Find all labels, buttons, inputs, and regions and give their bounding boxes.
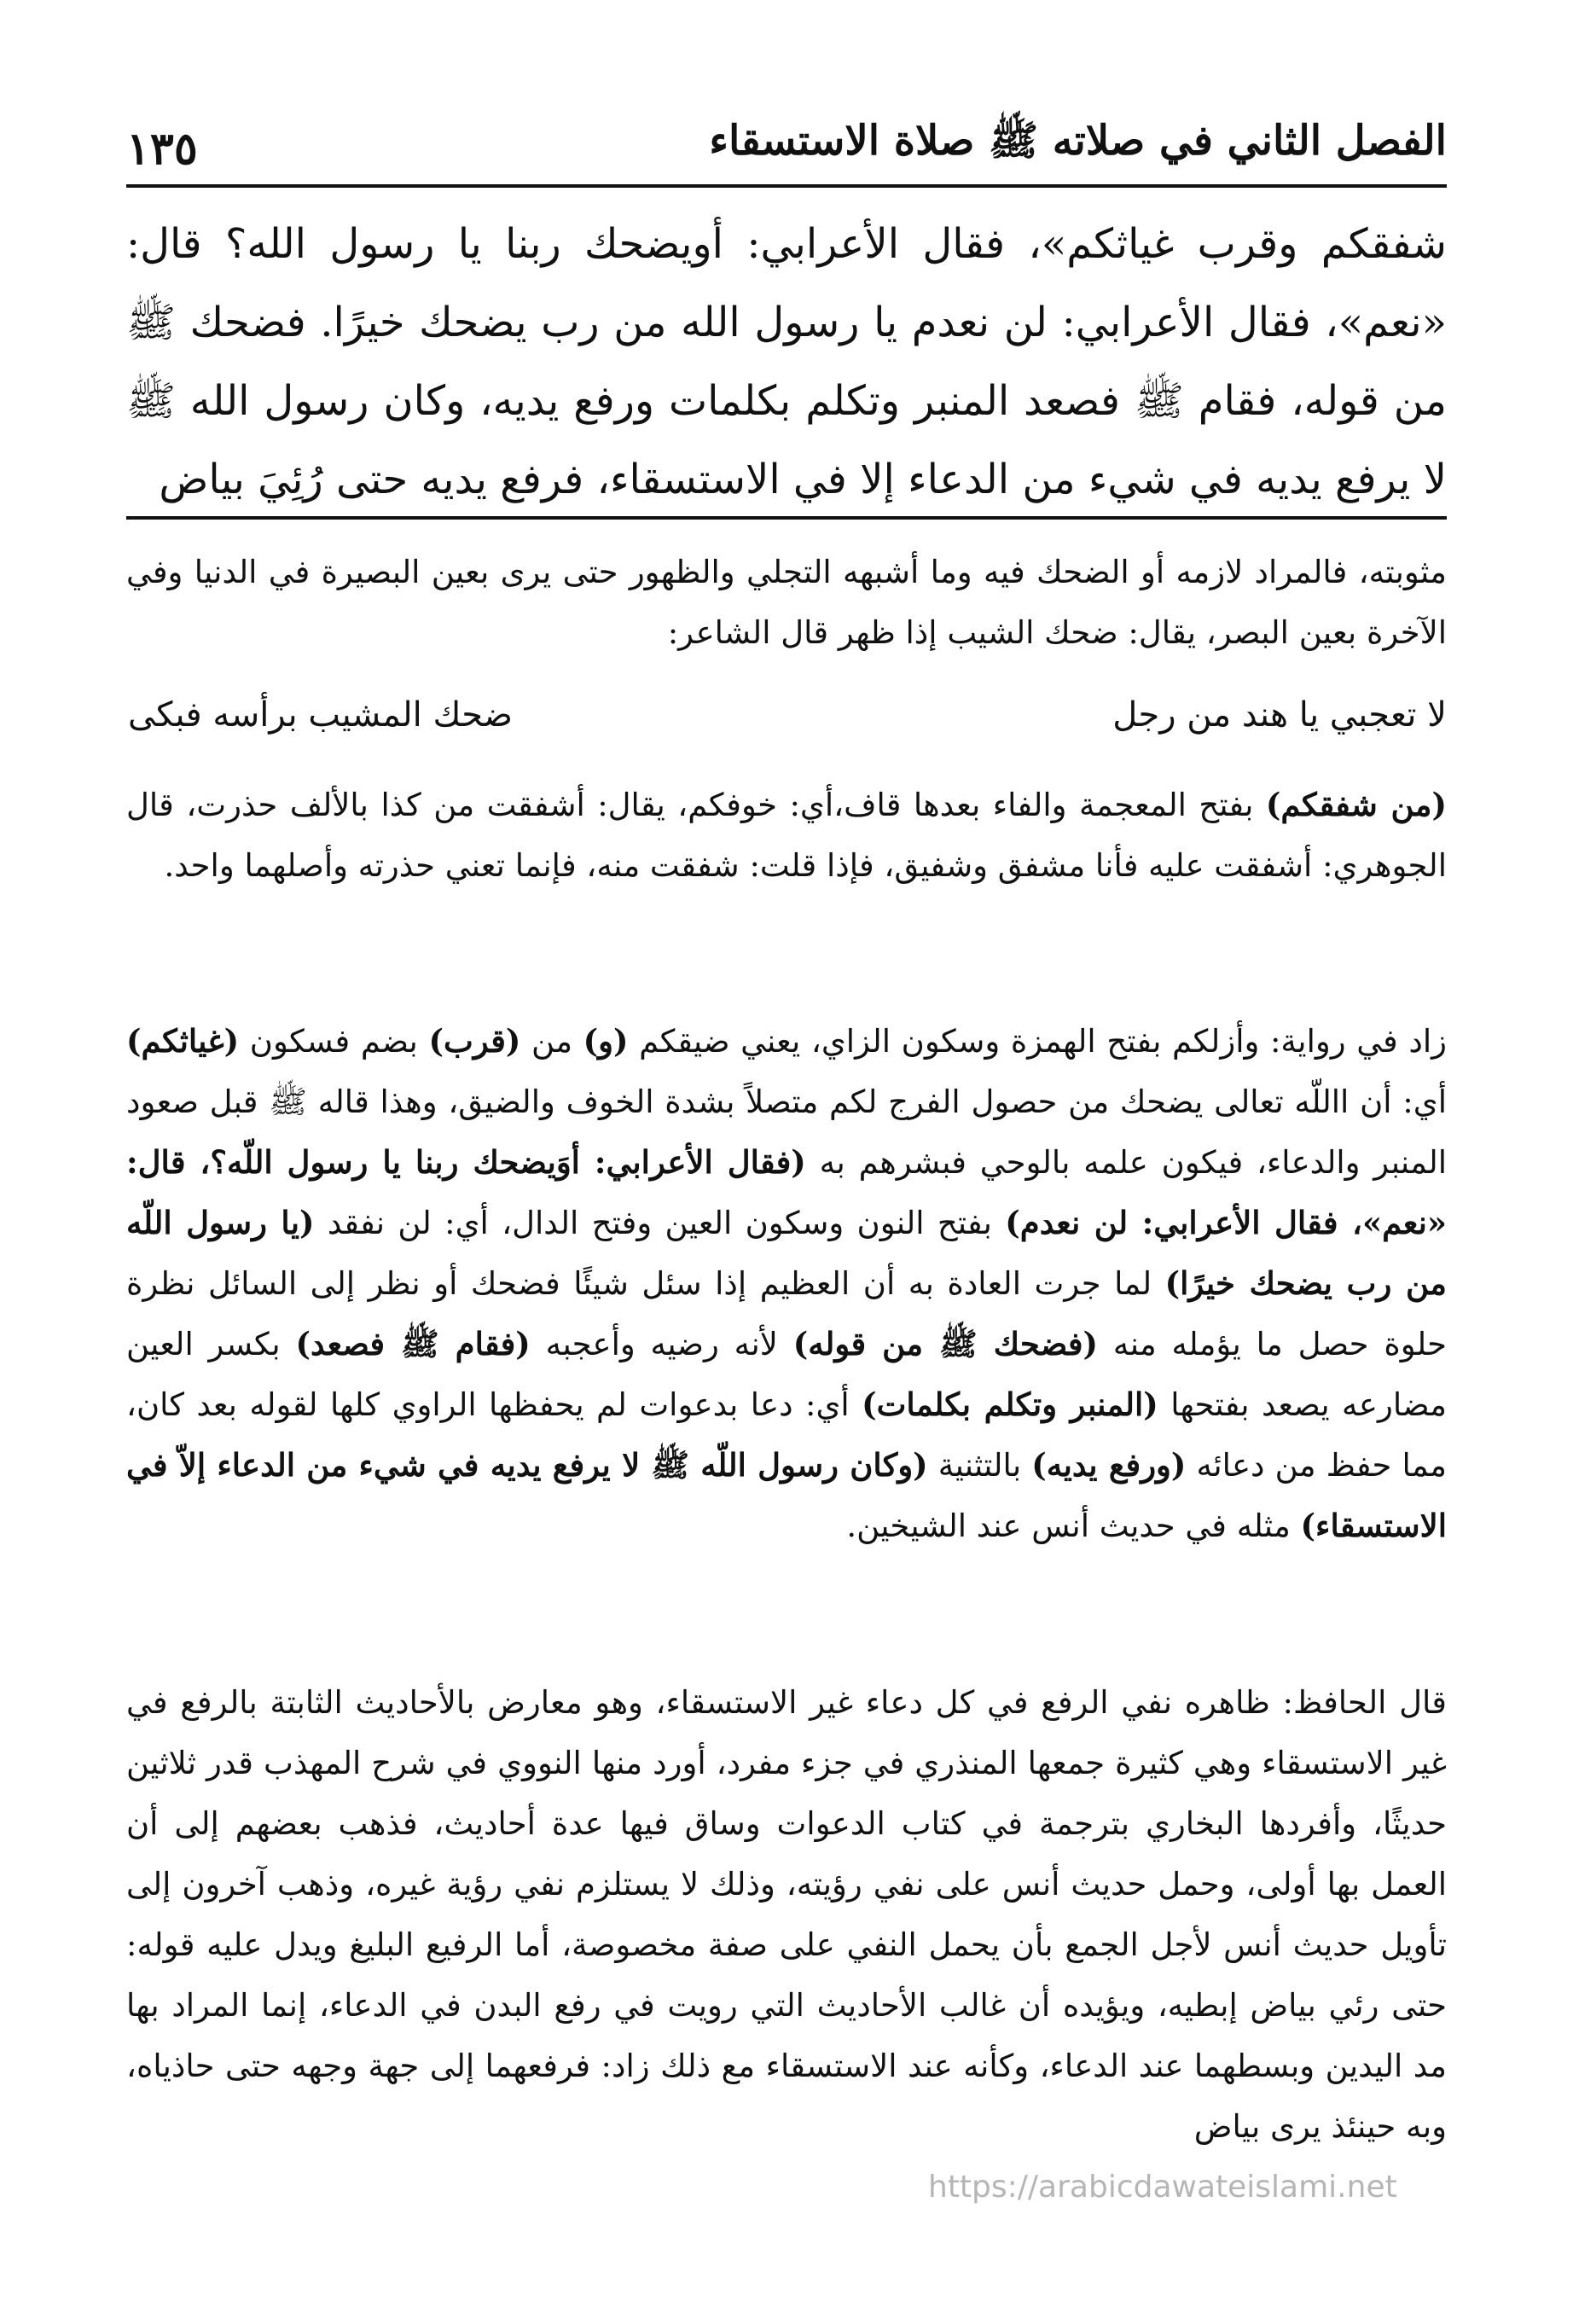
- commentary-text: بكسر العين مضارعه يصعد بفتحها: [126, 1326, 1448, 1423]
- commentary-text: لما جرت العادة به أن العظيم إذا سئل شيئًا فضحك أو نظر إلى السائل نظرة حلوة حصل ما يؤمله منه: [126, 1265, 1447, 1362]
- commentary-text: بالتثنية: [927, 1447, 1032, 1484]
- quoted-phrase: (غياثكم): [126, 1022, 240, 1060]
- page-number: ١٣٥: [126, 123, 198, 175]
- header-divider: [126, 184, 1447, 188]
- quoted-phrase: (قرب): [428, 1022, 521, 1060]
- quoted-phrase: (المنبر وتكلم بكلمات): [862, 1386, 1158, 1423]
- quoted-phrase: (فقال الأعرابي: أوَيضحك ربنا يا رسول اللّه؟، قال: «نعم»، فقال الأعرابي: لن نعدم): [126, 1143, 1448, 1241]
- commentary-text: زاد في رواية: وأزلكم بفتح الهمزة وسكون الزاي، يعني ضيقكم: [628, 1023, 1447, 1060]
- commentary-text: لأنه رضيه وأعجبه: [530, 1326, 793, 1362]
- quoted-phrase: (فضحك ﷺ من قوله): [792, 1325, 1099, 1362]
- quoted-phrase: (ورفع يديه): [1031, 1446, 1187, 1484]
- commentary-paragraph-1: مثوبته، فالمراد لازمه أو الضحك فيه وما أشبهه التجلي والظهور حتى يرى بعين البصيرة في الدنيا وفي الآخرة بعين البصر، يقال: ضحك الشيب إذا ظهر قال الشاعر:: [126, 554, 1447, 651]
- chapter-title: الفصل الثاني في صلاته ﷺ صلاة الاستسقاء: [709, 117, 1447, 165]
- commentary-text: بفتح المعجمة والفاء بعدها قاف،أي: خوفكم، يقال: أشفقت من كذا بالألف حذرت، قال الجوهري: أشفقت عليه فأنا مشفق وشفيق، فإذا قلت: شفقت منه، فإنما تعني حذرته وأصلهما واحد.: [126, 787, 1447, 884]
- running-header: [126, 107, 1447, 175]
- commentary-text: مثله في حديث أنس عند الشيخين.: [846, 1508, 1301, 1544]
- commentary-text: من: [520, 1023, 583, 1060]
- commentary-text: أي: دعا بدعوات لم يحفظها الراوي كلها لقوله بعد كان، مما حفظ من دعائه: [126, 1386, 1447, 1484]
- commentary-text: بضم فسكون: [239, 1023, 429, 1060]
- poem-verse: [128, 695, 1447, 735]
- watermark-url: https://arabicdawateislami.net: [928, 2170, 1397, 2205]
- quoted-phrase: (فقام ﷺ فصعد): [295, 1325, 531, 1362]
- poem-hemistich-2: ضحك المشيب برأسه فبكى: [128, 695, 513, 735]
- commentary-paragraph-4: قال الحافظ: ظاهره نفي الرفع في كل دعاء غير الاستسقاء، وهو معارض بالأحاديث الثابتة بالرفع في غير الاستسقاء وهي كثيرة جمعها المنذري في جزء مفرد، أورد منها النووي في شرح المهذب قدر ثلاثين حديثًا، وأفردها البخاري بترجمة في كتاب الدعوات وساق فيها عدة أحاديث، فذهب بعضهم إلى أن العمل بها أولى، وحمل حديث أنس على نفي رؤيته، وذلك لا يستلزم نفي رؤية غيره، وذهب آخرون إلى تأويل حديث أنس لأجل الجمع بأن يحمل النفي على صفة مخصوصة، أما الرفيع البليغ ويدل عليه قوله: حتى رئي بياض إبطيه، ويؤيده أن غالب الأحاديث التي رويت في رفع البدن في الدعاء، إنما المراد بها مد اليدين وبسطهما عند الدعاء، وكأنه عند الاستسقاء مع ذلك زاد: فرفعهما إلى جهة وجهه حتى حاذياه، وبه حينئذ يرى بياض: [126, 1684, 1447, 2145]
- poem-hemistich-1: لا تعجبي يا هند من رجل: [1112, 695, 1447, 735]
- commentary-text: أي: أن االلّه تعالى يضحك من حصول الفرج لكم متصلاً بشدة الخوف والضيق، وهذا قاله ﷺ قبل صعود المنبر والدعاء، فيكون علمه بالوحي فبشرهم به: [126, 1084, 1447, 1181]
- footnote-divider: [126, 516, 1447, 520]
- commentary-paragraph-2: [126, 775, 1447, 896]
- quoted-phrase: (يا رسول اللّه من رب يضحك خيرًا): [126, 1204, 1447, 1302]
- commentary-text: بفتح النون وسكون العين وفتح الدال، أي: لن نفقد: [314, 1205, 1006, 1241]
- quoted-phrase: (و): [583, 1022, 629, 1060]
- hadith-text: شفقكم وقرب غياثكم»، فقال الأعرابي: أويضحك ربنا يا رسول الله؟ قال: «نعم»، فقال الأعرابي: لن نعدم يا رسول الله من رب يضحك خيرًا. فضحك ﷺ من قوله، فقام ﷺ فصعد المنبر وتكلم بكلمات ورفع يديه، وكان رسول الله ﷺ لا يرفع يديه في شيء من الدعاء إلا في الاستسقاء، فرفع يديه حتى رُئِيَ بياض: [126, 220, 1447, 503]
- quoted-phrase: (وكان رسول اللّه ﷺ لا يرفع يديه في شيء من الدعاء إلاّ في الاستسقاء): [126, 1446, 1447, 1544]
- quoted-phrase: (من شفقكم): [1265, 786, 1447, 823]
- commentary-paragraph-3: [126, 1011, 1447, 1556]
